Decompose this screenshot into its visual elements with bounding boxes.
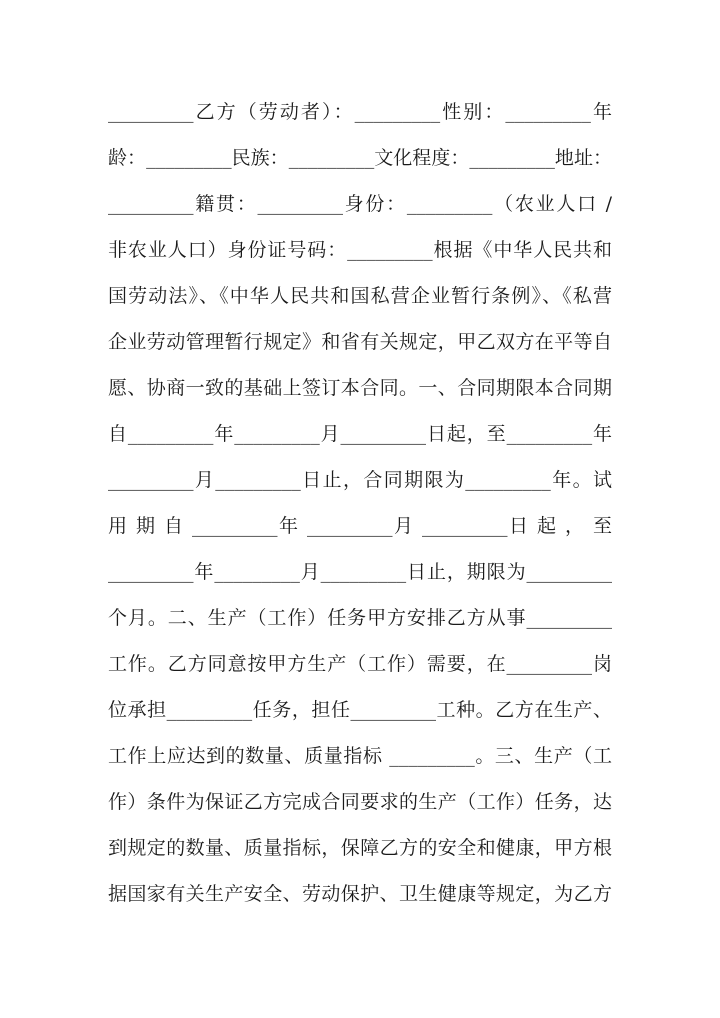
- text-line: _________乙方（劳动者）：_________性别：_________年: [108, 101, 612, 123]
- text-line: 据国家有关生产安全、劳动保护、卫生健康等规定，为乙方: [108, 883, 612, 905]
- text-line: 作）条件为保证乙方完成合同要求的生产（工作）任务，达: [108, 791, 612, 813]
- text-line: _________籍贯：_________身份：_________（农业人口 /: [108, 193, 612, 215]
- text-line: 到规定的数量、质量指标，保障乙方的安全和健康，甲方根: [108, 837, 612, 859]
- text-line: 位承担_________任务，担任_________工种。乙方在生产、: [108, 699, 612, 721]
- text-line: 国劳动法》、《中华人民共和国私营企业暂行条例》、《私营: [108, 285, 612, 307]
- text-line: 非农业人口）身份证号码：_________根据《中华人民共和: [108, 239, 612, 261]
- text-line: 自_________年_________月_________日起，至_________年: [108, 423, 612, 445]
- text-line: 企业劳动管理暂行规定》和省有关规定，甲乙双方在平等自: [108, 331, 612, 353]
- text-line: _________年_________月_________日止，期限为_________: [108, 561, 612, 583]
- text-line: 个月。二、生产（工作）任务甲方安排乙方从事_________: [108, 607, 612, 629]
- text-line: 用 期 自 _________年 _________月 _________日 起 ， 至: [108, 515, 612, 537]
- text-line: 龄：_________民族：_________文化程度：_________地址：: [108, 147, 612, 169]
- text-line: 工作。乙方同意按甲方生产（工作）需要，在_________岗: [108, 653, 612, 675]
- text-line: 愿、协商一致的基础上签订本合同。一、合同期限本合同期: [108, 377, 612, 399]
- text-line: 工作上应达到的数量、质量指标 _________。三、生产（工: [108, 745, 612, 767]
- text-line: _________月_________日止，合同期限为_________年。试: [108, 469, 612, 491]
